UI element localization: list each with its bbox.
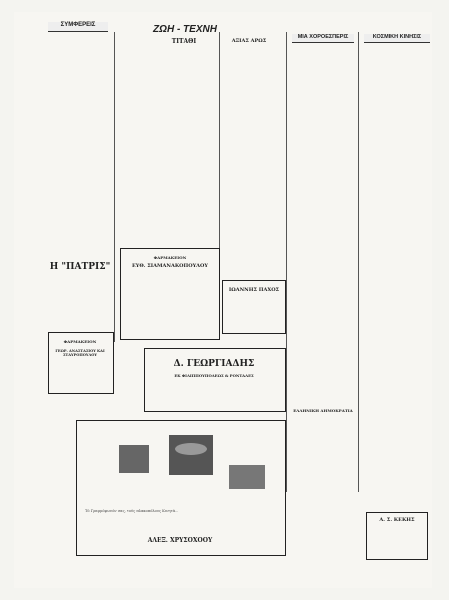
pharmacy-ad-left bbox=[48, 332, 114, 394]
gramophone-text: Τό Γραμμόφωνόν σας, τούς πλακοπόλους Κινητά... bbox=[85, 509, 179, 513]
kekis-name: Α. Σ. ΚΕΚΗΣ bbox=[379, 517, 415, 523]
col4-header: ΜΙΑ ΧΟΡΟΕΣΠΕΡΙΣ bbox=[292, 34, 354, 43]
pharmacy-ad bbox=[120, 248, 220, 340]
col1-text bbox=[50, 36, 112, 256]
col4-lower-text bbox=[292, 474, 356, 564]
col1-text-lower bbox=[50, 274, 112, 329]
wedding-notice-head: ΕΛΛΗΝΙΚΗ ΔΗΜΟΚΡΑΤΙΑ bbox=[293, 408, 353, 413]
col4-text bbox=[292, 46, 354, 466]
column-rule bbox=[286, 32, 287, 492]
newspaper-page bbox=[14, 12, 432, 588]
col3-text bbox=[224, 46, 282, 246]
pachos-ad bbox=[222, 280, 286, 334]
col5-header: ΚΟΣΜΙΚΗ ΚΙΝΗΣΙΣ bbox=[364, 34, 430, 43]
col3-subheader: ΑΞΙΑΣ ΑΡΩΣ bbox=[231, 38, 267, 44]
column-rule bbox=[114, 32, 115, 342]
chrysochoou-name: ΑΛΕΞ. ΧΡΥΣΟΧΟΟΥ bbox=[147, 537, 213, 544]
patris-ad: Η "ΠΑΤΡΙΣ" bbox=[49, 262, 111, 272]
pharmacy-title: ΦΑΡΜΑΚΕΙΟΝ bbox=[153, 255, 187, 260]
pharmacy-left-name: ΓΕΩΡ. ΑΝΑΣΤΑΣΙΟΥ ΚΑΙ ΣΤΑΥΡΟΠΟΥΛΟΥ bbox=[55, 349, 105, 357]
col2-header: ΖΩΗ - ΤΕΧΝΗ bbox=[140, 24, 230, 36]
col2-subheader: ΤΙΤΑΘΙ bbox=[171, 38, 197, 45]
kekis-ad bbox=[366, 512, 428, 560]
pachos-name: ΙΩΑΝΝΗΣ ΠΑΧΟΣ bbox=[228, 287, 280, 293]
pharmacy-left-title: ΦΑΡΜΑΚΕΙΟΝ bbox=[63, 339, 97, 344]
gramophone-ad bbox=[76, 420, 286, 556]
col2-text bbox=[122, 46, 214, 241]
georgiadis-subtitle: ΕΚ ΦΙΛΙΠΠΟΥΠΟΛΕΩΣ & ΡΟΝΤΑΛΕΣ bbox=[174, 373, 254, 378]
georgiadis-title: Δ. ΓΕΩΡΓΙΑΔΗΣ bbox=[173, 359, 255, 369]
col1-header: ΣΥΜΦΕΡΕΙΣ bbox=[48, 22, 108, 32]
col5-text bbox=[364, 46, 428, 466]
gramophone-illustration bbox=[79, 425, 285, 505]
column-rule bbox=[358, 32, 359, 492]
georgiadis-ad bbox=[144, 348, 286, 412]
pharmacy-name: ΕΥΘ. ΣΙΑΜΑΝΑΚΟΠΟΥΛΟΥ bbox=[132, 263, 208, 269]
